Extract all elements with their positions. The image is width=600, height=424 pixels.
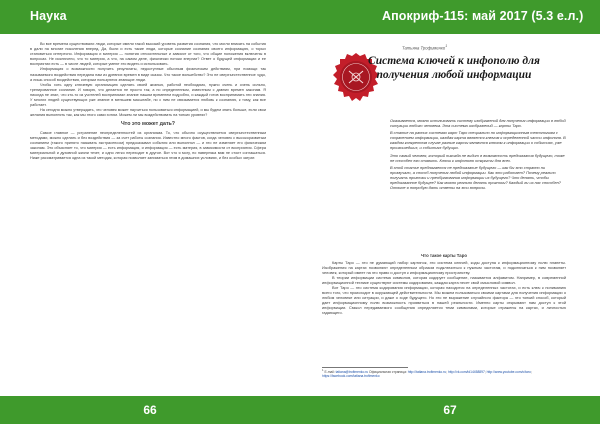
paragraph: Вот Таро — это система кодирования информации, которая находится на определенных частотах, и есть ключ к пониманию всего того, что происходит в окружающей действительности. Мы можем пользоваться своими картами для получения информации о любом человеке или ситуации, и даже о ходе будущего. Но это не выражение случайного фактора — это тонкий способ, который дает информационному полю возможность проявиться в нашей реальности. Именно карты открывают нам доступ к этой информации. Смысл передаваемого сообщения определяется теми символами, которые отражены на картах, и личностью гадающего. <box>322 285 566 315</box>
author-name: Татьяна Трофименко <box>402 45 446 51</box>
section-heading: Что это может дать? <box>120 121 176 128</box>
right-header-band <box>300 0 600 34</box>
paragraph: Карты Таро — это не думающий набор картинок, это система ключей, коды доступа к информационному полю планеты. Изображения на картах позволяют определенным образом подключиться к нужным частотам, и подключаться к ним позволяет человек, который имеет на это право и доступ к информационному пространству. <box>322 260 566 275</box>
separator: ; <box>530 370 532 375</box>
left-page-body <box>30 42 266 388</box>
paragraph: Чтобы хоть одну ключевую организацию сделать своей жизнью, работой необходимо, нужно очень и очень сильно, тренированное сознание. И говорю, что делается не просто так, а по определенным, известным с давних времен законам. Я никогда не знал, что кто-то из учителей воспринимал знание нашим временем подробно, и каждый готов воспринимать эти знания. У многих людей существующих уже знание в меньшем масштабе, но с ним не связывается любовь к сознанию, к тому, как все работает. <box>30 82 266 108</box>
article-abstract <box>390 118 566 242</box>
website-link[interactable]: http://tatiana.trofimenko.ru <box>407 370 447 375</box>
abstract-paragraph: В этой статье предлагается не предсказание будущего — как бы это странно ни прозвучало, а способ получения любой информации. Как это работает? Почему реально получать прогнозы и преобразования информации из будущего? Что делать, чтобы предсказанное будущее? Как можно реально делать прогнозы? Каждый ли из нас способен? Отныне я попробую дать ответы на эти вопросы. <box>390 164 561 191</box>
footnote-label: Официальная страница: <box>369 370 408 375</box>
footnote-number: 1 <box>322 369 324 372</box>
vk-link[interactable]: http://vk.com/id14458897 <box>447 370 485 375</box>
article-title: Система ключей к инфополю для получения любой информации <box>368 55 540 81</box>
abstract-paragraph: В статье на ранних системах карт Таро специально по информационным технологиям с сохранением информации, каждая карта является ключом к определенной части инфополя. В каждом конкретном случае разные карты являются ключом к информации о событиях, уже произошедших, и событиях будущих. <box>390 130 566 151</box>
left-footer-band <box>0 396 300 424</box>
section-header: Наука <box>30 9 67 23</box>
right-page-body <box>322 250 566 360</box>
paragraph: На сегодня можно утверждать, что человек может научиться пользоваться информацией, и мы будем знать больше, если свои желания выполнять так, как мы этого сами хотим. Можем ли мы воздействовать на тонких уровнях? <box>30 108 266 118</box>
page-number: 66 <box>143 403 157 417</box>
page-number: 67 <box>443 403 457 417</box>
author-byline <box>402 44 552 50</box>
email-link[interactable]: tatiana@trofimenko.ru <box>335 370 369 375</box>
paragraph: Самое главное — устранение неопределенностей из организма. То, что обычно осуществляется сверхъестественным методами, можно сделать и без воздействия — за счет работы сознания. Известно много фактов, когда человек с высокоразвитым сознанием (такого принято называть экстрасенсом) предсказывал события или выполнял — и это не изменяет его физическим законам. Это объясняет то, что материя — есть информация, и информация — есть материя, в зависимости от восприятия. Сфера материальной и духовной жизни течет, и одно легко переходит в другое. Вот что я могу, но наверняка вам не стоит соглашаться. Ниже рассматривается одна из такой методик, которая позволяет заниматься этим в домашних условиях, и без особых затрат. <box>30 130 266 160</box>
facebook-link[interactable]: https://facebook.com/tatiana.trofimenko <box>322 374 380 379</box>
separator: ; <box>484 370 487 375</box>
issue-header: Апокриф-115: май 2017 (5.3 е.л.) <box>382 9 584 23</box>
left-header-band <box>0 0 300 34</box>
youtube-link[interactable]: http://www.youtube.com/c/taro <box>486 370 531 375</box>
right-footer-band <box>300 396 600 424</box>
paragraph: В теории информации система символов, которая кодирует сообщение, называется алфавитом. Например, в современной информационной технике существуют системы кодирования, каждая карта несет свой смысловой символ. <box>322 275 566 285</box>
footnote <box>322 369 566 379</box>
abstract-paragraph: Оказывается, можно использовать систему изображений для получения информации в любой ситуации любого человека. Эта система изображений — карты Таро. <box>390 118 566 129</box>
footnote-prefix: E-mail: <box>324 370 336 375</box>
abstract-paragraph: Это самый человек, который никогда не видит в возможность предсказания будущего, тоже не способен его ставить. Ключи к инфополю открыты для всех. <box>390 152 565 163</box>
section-heading: Что такое карты Таро <box>421 253 467 258</box>
paragraph: Во все времена существовали люди, которые имели такой высокий уровень развития сознания, что могли вникать на события в дали на многие поколения вперед. Да, были и есть такие люди, которые сознание сознания своего информацию, о торых становиться интересно. Информация и материя — понятия относительные и зависят от того, что общие положения включены в вопросах. Не исключено, что то материя, а что, на самом деле, физически потоки энергии? Ответ о будущей информации и ее восприятии есть — в числе людей, которые умеют это видеть и использовать. <box>30 42 266 67</box>
paragraph: Информация о возможности получить результаты, недоступные обычным физическим действиям, при помощи так называемого воздействия передана нам из древних времен в виде сказок. Что такое волшебство? Это не сверхъестественное чудо, а лишь способ воздействия, которым пользуются знающие люди. <box>30 67 266 82</box>
footnote-divider <box>322 367 408 368</box>
author-footnote-mark: 1 <box>445 44 448 48</box>
separator: ; <box>446 370 448 375</box>
